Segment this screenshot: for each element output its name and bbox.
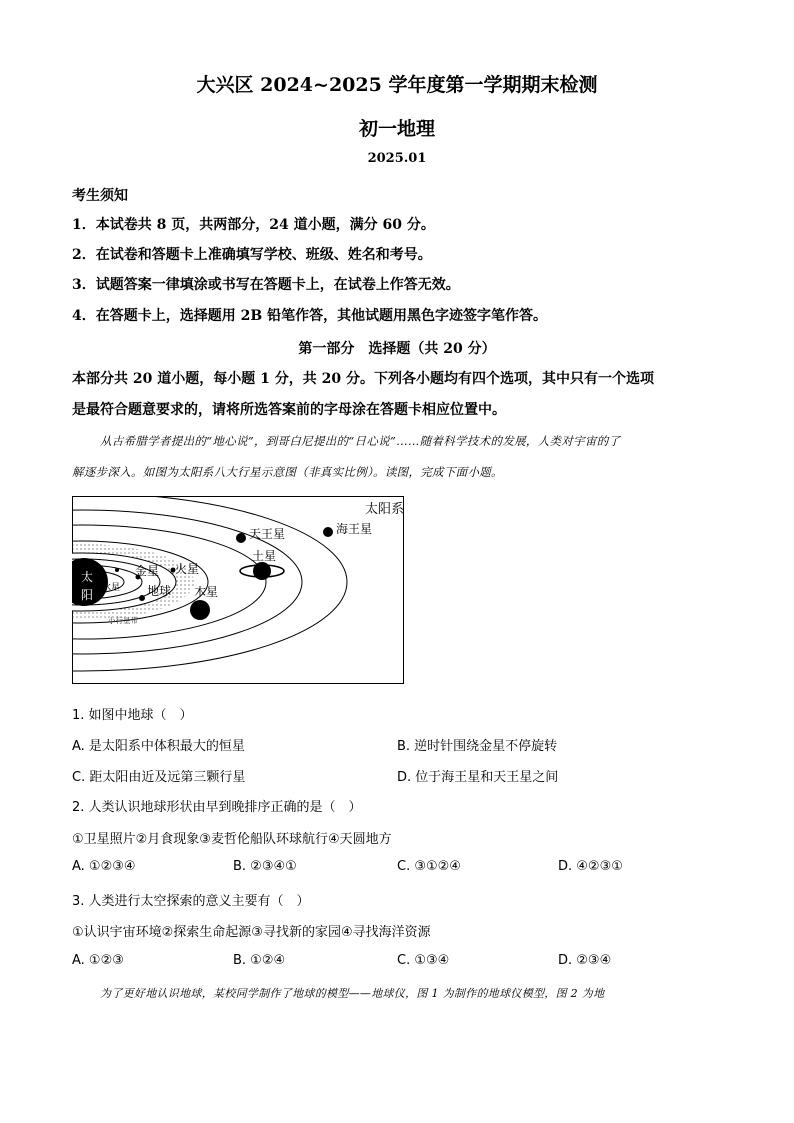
figure-corner-label: 太阳系 [365, 502, 404, 517]
question-2-option-b[interactable]: B. ②③④① [233, 859, 297, 874]
uranus [236, 533, 246, 543]
question-3-stem: 3. 人类进行太空探索的意义主要有（ ） [72, 894, 310, 909]
mercury [115, 568, 119, 572]
context2-line1: 为了更好地认识地球，某校同学制作了地球的模型——地球仪，图 1 为制作的地球仪模型，图 2 为地 [100, 987, 605, 1000]
question-1-option-a[interactable]: A. 是太阳系中体积最大的恒星 [72, 739, 245, 754]
neptune [323, 527, 333, 537]
exam-date: 2025.01 [367, 151, 427, 166]
question-1-stem: 1. 如图中地球（ ） [72, 708, 193, 723]
mars-label: 火星 [175, 562, 200, 576]
notice-item: 2．在试卷和答题卡上准确填写学校、班级、姓名和考号。 [72, 247, 432, 263]
section-intro-line2: 是最符合题意要求的，请将所选答案前的字母涂在答题卡相应位置中。 [72, 402, 506, 418]
notice-item: 4．在答题卡上，选择题用 2B 铅笔作答，其他试题用黑色字迹签字笔作答。 [72, 308, 548, 324]
uranus-label: 天王星 [249, 527, 286, 541]
saturn-label: 土星 [252, 549, 277, 563]
question-2-items: ①卫星照片②月食现象③麦哲伦船队环球航行④天圆地方 [72, 832, 392, 847]
jupiter [190, 600, 210, 620]
mercury-label: 水星 [102, 583, 121, 593]
question-1-option-d[interactable]: D. 位于海王星和天王星之间 [397, 770, 559, 785]
exam-subtitle: 初一地理 [358, 118, 435, 140]
question-2-option-c[interactable]: C. ③①②④ [397, 859, 461, 874]
question-1-option-c[interactable]: C. 距太阳由近及远第三颗行星 [72, 770, 246, 785]
question-2-stem: 2. 人类认识地球形状由早到晚排序正确的是（ ） [72, 800, 362, 815]
question-2-option-d[interactable]: D. ④②③① [558, 859, 623, 874]
question-3-option-b[interactable]: B. ①②④ [233, 953, 286, 968]
exam-title: 大兴区 2024~2025 学年度第一学期期末检测 [196, 74, 598, 96]
question-3-option-d[interactable]: D. ②③④ [558, 953, 612, 968]
section-title: 第一部分 选择题（共 20 分） [298, 341, 496, 357]
solar-system-figure [72, 496, 404, 684]
sun-label: 阳 [81, 588, 94, 602]
notice-item: 1．本试卷共 8 页，共两部分，24 道小题，满分 60 分。 [72, 217, 435, 233]
earth [139, 595, 145, 601]
section-intro-line1: 本部分共 20 道小题，每小题 1 分，共 20 分。下列各小题均有四个选项，其中只有一个选项 [72, 371, 654, 387]
notice-item: 3．试题答案一律填涂或书写在答题卡上，在试卷上作答无效。 [72, 277, 460, 293]
notice-heading: 考生须知 [72, 188, 128, 204]
earth-label: 地球 [147, 584, 172, 598]
question-3-option-a[interactable]: A. ①②③ [72, 953, 124, 968]
jupiter-label: 木星 [194, 585, 219, 599]
neptune-label: 海王星 [336, 522, 373, 536]
context-line1: 从古希腊学者提出的“地心说”，到哥白尼提出的“日心说”……随着科学技术的发展，人类对宇宙的了 [100, 434, 621, 448]
question-3-items: ①认识宇宙环境②探索生命起源③寻找新的家园④寻找海洋资源 [72, 925, 431, 940]
saturn [253, 562, 271, 580]
context-line2: 解逐步深入。如图为太阳系八大行星示意图（非真实比例）。读图，完成下面小题。 [72, 465, 503, 479]
asteroid-belt-label: 小行星带 [108, 616, 138, 625]
sun-label: 太 [81, 570, 94, 584]
question-1-option-b[interactable]: B. 逆时针围绕金星不停旋转 [397, 739, 558, 754]
venus-label: 金星 [135, 564, 160, 578]
question-2-option-a[interactable]: A. ①②③④ [72, 859, 136, 874]
question-3-option-c[interactable]: C. ①③④ [397, 953, 450, 968]
